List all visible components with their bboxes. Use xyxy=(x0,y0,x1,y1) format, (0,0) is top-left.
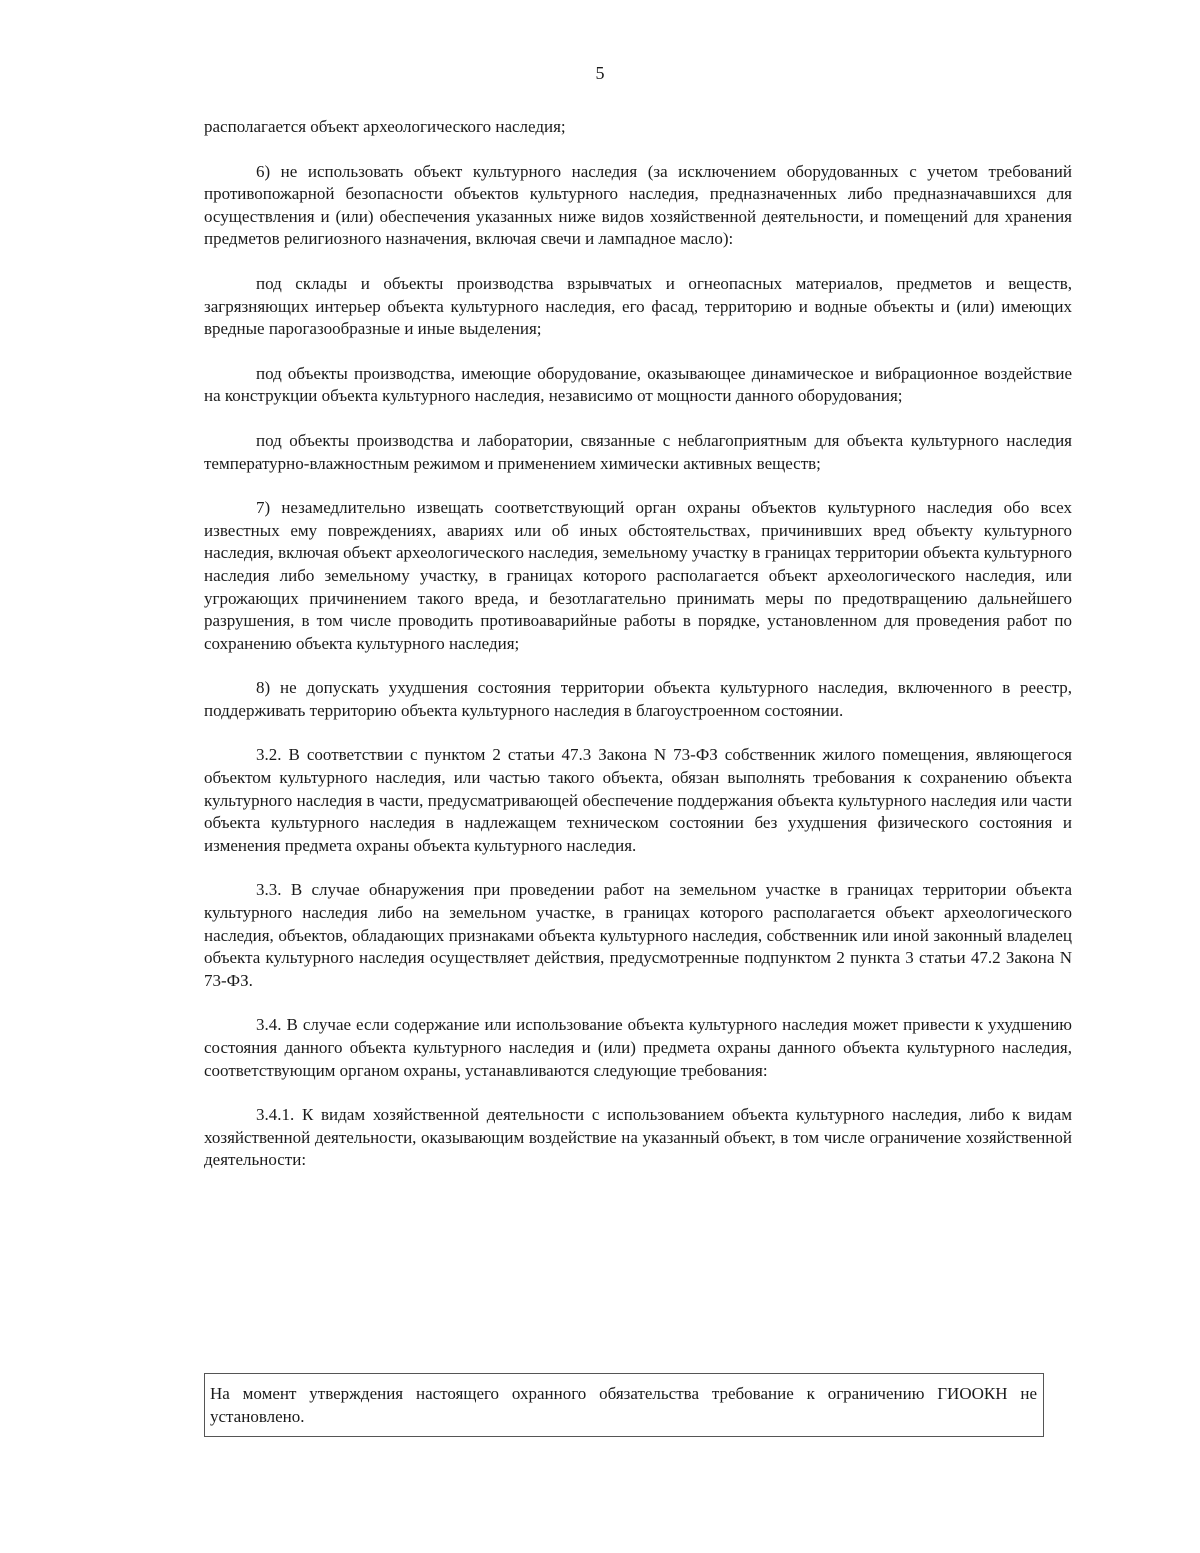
paragraph-continuation: располагается объект археологического наследия; xyxy=(204,117,566,136)
paragraph-production-equipment: под объекты производства, имеющие оборудование, оказывающее динамическое и вибрационное воздействие на конструкции объекта культурного наследия, независимо от мощности данного оборудования; xyxy=(204,363,1072,406)
paragraph-item-8: 8) не допускать ухудшения состояния территории объекта культурного наследия, включенного в реестр, поддерживать территорию объекта культурного наследия в благоустроенном состоянии. xyxy=(204,678,1072,720)
paragraph-3-4-1: 3.4.1. К видам хозяйственной деятельности с использованием объекта культурного наследия, либо к видам хозяйственной деятельности, оказывающим воздействие на указанный объект, в том числе ограничение хозяйственной деятельности: xyxy=(204,1105,1072,1170)
page-number: 5 xyxy=(595,63,605,83)
document-body xyxy=(204,116,1072,1172)
paragraph-laboratories: под объекты производства и лаборатории, связанные с неблагоприятным для объекта культурного наследия температурно-влажностным режимом и применением химически активных веществ; xyxy=(204,430,1072,473)
requirement-note-box: На момент утверждения настоящего охранного обязательства требование к ограничению ГИООКН не установлено. xyxy=(204,1373,1044,1437)
paragraph-warehouses: под склады и объекты производства взрывчатых и огнеопасных материалов, предметов и веществ, загрязняющих интерьер объекта культурного наследия, его фасад, территорию и водные объекты и (или) имеющих вредные парогазообразные и иные выделения; xyxy=(204,273,1072,339)
paragraph-3-3: 3.3. В случае обнаружения при проведении работ на земельном участке в границах территории объекта культурного наследия либо на земельном участке, в границах которого располагается объект археологического наследия, объектов, обладающих признаками объекта культурного наследия, собственник или иной законный владелец объекта культурного наследия осуществляет действия, предусмотренные подпунктом 2 пункта 3 статьи 47.2 Закона N 73-ФЗ. xyxy=(204,880,1072,990)
paragraph-3-2: 3.2. В соответствии с пунктом 2 статьи 47.3 Закона N 73-ФЗ собственник жилого помещения, являющегося объектом культурного наследия, или частью такого объекта, обязан выполнять требования к сохранению объекта культурного наследия в части, предусматривающей обеспечение поддержания объекта культурного наследия или части объекта культурного наследия в надлежащем техническом состоянии без ухудшения физического состояния и изменения предмета охраны объекта культурного наследия. xyxy=(204,745,1072,855)
paragraph-3-4: 3.4. В случае если содержание или использование объекта культурного наследия может привести к ухудшению состояния данного объекта культурного наследия и (или) предмета охраны данного объекта культурного наследия, соответствующим органом охраны, устанавливаются следующие требования: xyxy=(204,1015,1072,1080)
paragraph-item-6: 6) не использовать объект культурного наследия (за исключением оборудованных с учетом требований противопожарной безопасности объектов культурного наследия, предназначенных либо предназначавшихся для осуществления и (или) обеспечения указанных ниже видов хозяйственной деятельности, и помещений для хранения предметов религиозного назначения, включая свечи и лампадное масло): xyxy=(204,161,1072,249)
paragraph-item-7: 7) незамедлительно извещать соответствующий орган охраны объектов культурного наследия обо всех известных ему повреждениях, авариях или об иных обстоятельствах, причинивших вред объекту культурного наследия, включая объект археологического наследия, земельному участку в границах территории объекта культурного наследия либо земельному участку, в границах которого располагается объект археологического наследия, или угрожающих причинением такого вреда, и безотлагательно принимать меры по предотвращению дальнейшего разрушения, в том числе проводить противоаварийные работы в порядке, установленном для проведения работ по сохранению объекта культурного наследия; xyxy=(204,498,1072,653)
